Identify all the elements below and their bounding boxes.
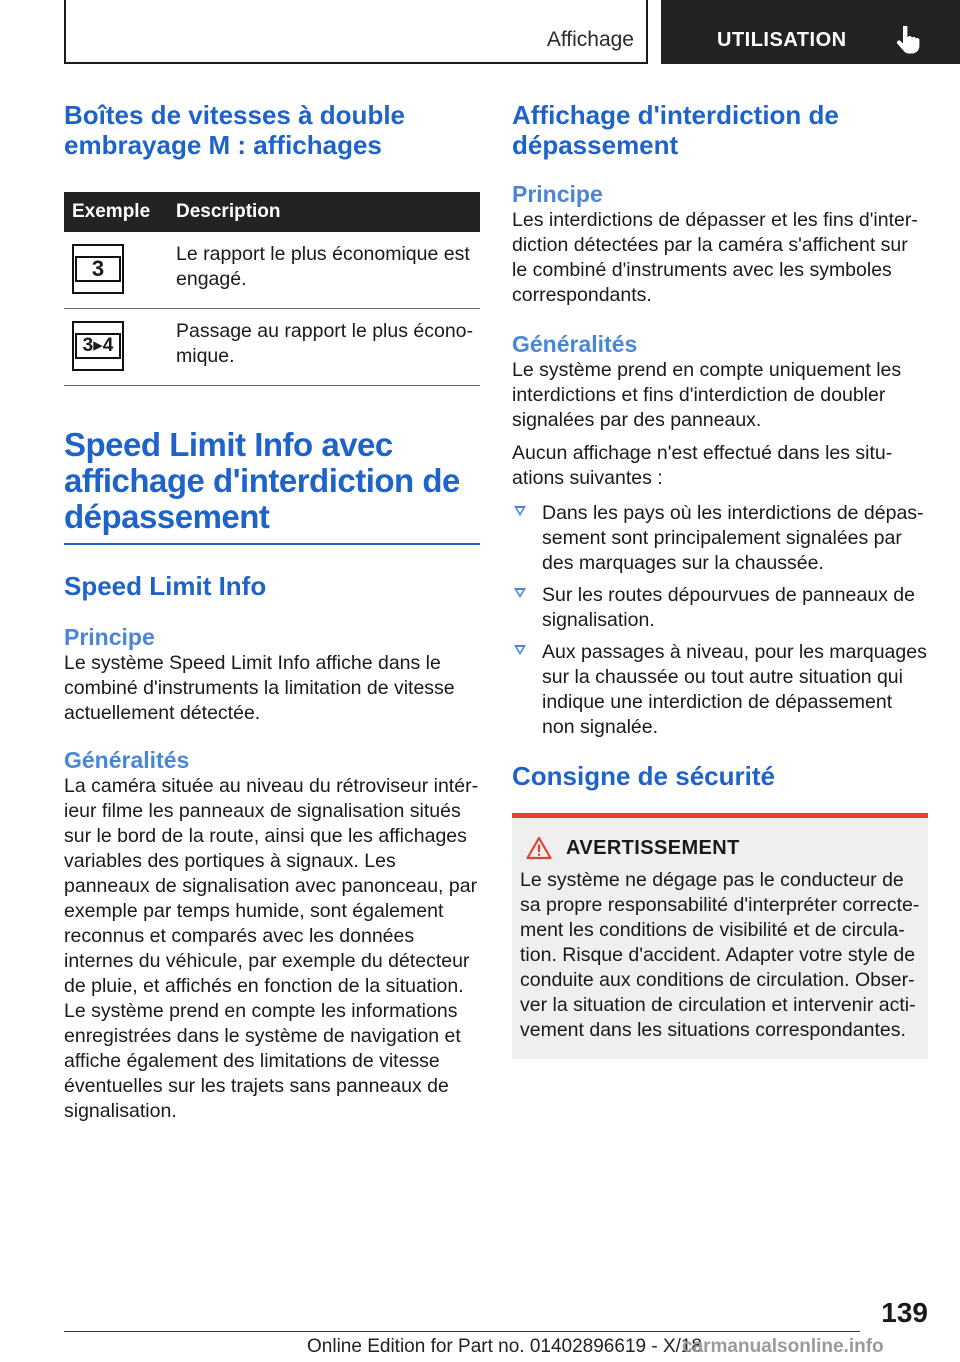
chapter-title: Speed Limit Info avec affichage d'interdiction de dépassement bbox=[64, 426, 460, 535]
header-frame bbox=[64, 0, 648, 64]
warning-triangle-icon bbox=[526, 836, 552, 860]
table-cell-description: Le rapport le plus économique est engagé. bbox=[168, 232, 480, 309]
table-header-example: Exemple bbox=[64, 192, 168, 232]
left-column bbox=[64, 100, 480, 1124]
warning-box bbox=[512, 813, 928, 1059]
table-row bbox=[64, 309, 480, 386]
general-heading: Généralités bbox=[64, 747, 190, 773]
footer-watermark: carmanualsonline.info bbox=[682, 1336, 884, 1357]
general-text: La caméra située au niveau du rétroviseur intérieur filme les panneaux de signalisation situés sur le bord de la route, ainsi que les affichages variables des portiques à signaux. Les panneaux de signalisation avec panonceau, par exemple par temps humide, sont également reconnus et comparés avec les données internes du véhicule, par exemple du détecteur de pluie, et affichés en fonction de la situation. Le système prend en compte les informations enregistrées dans le système de navigation et affiche également des limitations de vitesse éventuelles sur les trajets sans panneaux de signalisation. bbox=[64, 775, 479, 1122]
gear-shift-symbol bbox=[72, 321, 124, 371]
principle-heading: Principe bbox=[512, 181, 603, 207]
footer-edition: Online Edition for Part no. 01402896619 - X/18 bbox=[307, 1336, 703, 1357]
warning-title: AVERTISSEMENT bbox=[566, 836, 740, 859]
safety-heading: Consigne de sécurité bbox=[512, 761, 775, 791]
general-text: Le système prend en compte uniquement les interdictions et fins d'interdiction de doubler signalées par des panneaux. bbox=[512, 359, 902, 431]
principle-heading: Principe bbox=[64, 624, 155, 650]
general-heading: Généralités bbox=[512, 331, 638, 357]
section-title-overtaking: Affichage d'interdiction de dépassement bbox=[512, 100, 839, 160]
header-chapter-tab bbox=[661, 0, 960, 64]
triangle-bullet-icon bbox=[514, 506, 526, 516]
gear-indicator-symbol bbox=[72, 244, 124, 294]
header-section-title: Affichage bbox=[546, 28, 634, 51]
triangle-bullet-icon bbox=[514, 645, 526, 655]
section-title-speed-limit: Speed Limit Info bbox=[64, 571, 267, 601]
list-item: Dans les pays où les interdictions de dépassement sont principalement signalées par des marquages sur la chaussée. bbox=[512, 501, 928, 576]
header-chapter-label: UTILISATION bbox=[717, 29, 847, 51]
table-cell-description: Passage au rapport le plus économique. bbox=[168, 309, 480, 386]
right-column bbox=[512, 100, 928, 1059]
page-number: 139 bbox=[881, 1297, 928, 1328]
list-item: Aux passages à niveau, pour les marquages sur la chaussée ou tout autre situation qui indique une interdiction de dépassement non signalée. bbox=[512, 640, 928, 740]
principle-text: Le système Speed Limit Info affiche dans le combiné d'instruments la limitation de vitesse actuellement détectée. bbox=[64, 652, 455, 724]
hand-pointer-icon bbox=[895, 26, 921, 54]
footer-rule bbox=[64, 1331, 860, 1332]
table-section-title: Boîtes de vitesses à double embrayage M : affichages bbox=[64, 100, 406, 160]
warning-text: Le système ne dégage pas le conducteur de sa propre responsabilité d'interpréter correctement les conditions de visibilité et de circulation. Risque d'accident. Adapter votre style de conduite aux conditions de circulation. Observer la situation de circulation et intervenir activement dans les situations correspondantes. bbox=[520, 869, 920, 1041]
general-text-situations: Aucun affichage n'est effectué dans les situations suivantes : bbox=[512, 442, 893, 489]
gear-display-table bbox=[64, 192, 480, 386]
gear-symbol-text: 3▸4 bbox=[82, 335, 114, 356]
table-row bbox=[64, 232, 480, 309]
situations-list bbox=[512, 501, 928, 740]
triangle-bullet-icon bbox=[514, 588, 526, 598]
table-header-description: Description bbox=[168, 192, 480, 232]
principle-text: Les interdictions de dépasser et les fins d'interdiction détectées par la caméra s'affichent sur le combiné d'instruments avec les symboles correspondants. bbox=[512, 209, 918, 306]
gear-symbol-text: 3 bbox=[91, 256, 105, 281]
list-item: Sur les routes dépourvues de panneaux de signalisation. bbox=[512, 583, 928, 633]
